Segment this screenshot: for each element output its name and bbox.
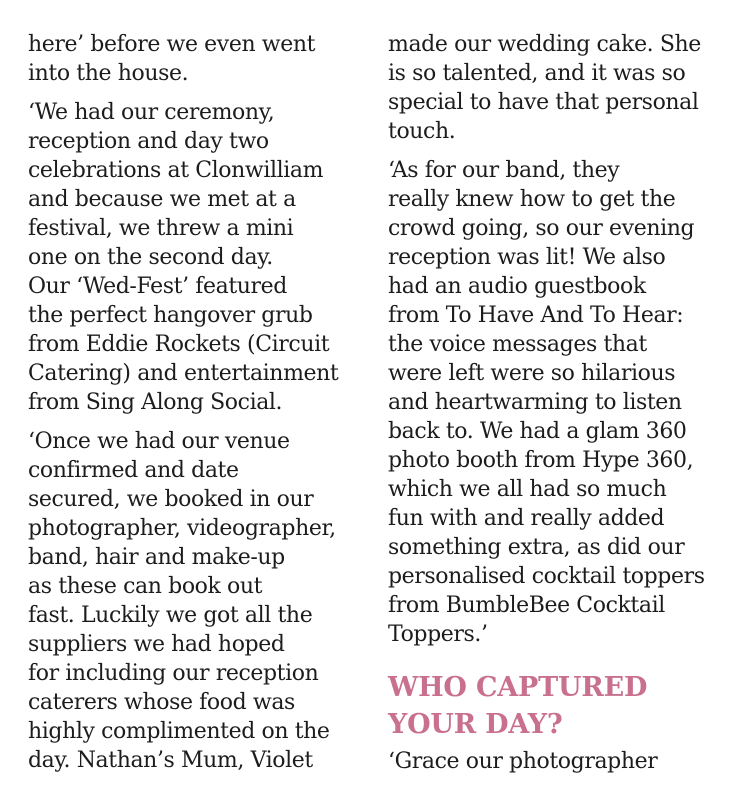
text-line: and heartwarming to listen: [388, 390, 682, 415]
text-line: made our wedding cake. She: [388, 32, 701, 57]
text-line: here’ before we even went: [28, 32, 316, 57]
text-line: reception and day two: [28, 129, 269, 154]
text-line: secured, we booked in our: [28, 487, 314, 512]
text-line: is so talented, and it was so: [388, 61, 686, 86]
heading-line: YOUR DAY?: [388, 709, 563, 740]
text-line: and because we met at a: [28, 187, 296, 212]
text-line: Our ‘Wed-Fest’ featured: [28, 274, 287, 299]
text-line: from To Have And To Hear:: [388, 303, 684, 328]
text-line: fast. Luckily we got all the: [28, 603, 313, 628]
text-line: ‘As for our band, they: [388, 158, 620, 183]
text-line: really knew how to get the: [388, 187, 676, 212]
text-line: reception was lit! We also: [388, 245, 666, 270]
text-line: from Eddie Rockets (Circuit: [28, 332, 330, 357]
text-line: had an audio guestbook: [388, 274, 646, 299]
left-column: [28, 30, 363, 785]
text-line: touch.: [388, 119, 456, 144]
text-line: suppliers we had hoped: [28, 632, 285, 657]
paragraph-venue: [28, 427, 363, 775]
text-line: for including our reception: [28, 661, 319, 686]
text-line: ‘We had our ceremony,: [28, 100, 275, 125]
text-line: as these can book out: [28, 574, 263, 599]
text-line: were left were so hilarious: [388, 361, 676, 386]
text-line: the perfect hangover grub: [28, 303, 313, 328]
text-line: back to. We had a glam 360: [388, 419, 687, 444]
text-line: Catering) and entertainment: [28, 361, 339, 386]
text-line: celebrations at Clonwilliam: [28, 158, 324, 183]
text-line: something extra, as did our: [388, 535, 685, 560]
text-line: which we all had so much: [388, 477, 667, 502]
text-line: crowd going, so our evening: [388, 216, 695, 241]
heading-line: WHO CAPTURED: [388, 672, 648, 703]
text-line: ‘Grace our photographer: [388, 749, 658, 774]
text-line: confirmed and date: [28, 458, 239, 483]
text-line: highly complimented on the: [28, 719, 330, 744]
section-heading: [388, 669, 728, 743]
text-line: from BumbleBee Cocktail: [388, 593, 665, 618]
text-line: one on the second day.: [28, 245, 273, 270]
text-line: the voice messages that: [388, 332, 647, 357]
text-line: festival, we threw a mini: [28, 216, 294, 241]
paragraph-intro-continued: [28, 30, 363, 88]
text-line: day. Nathan’s Mum, Violet: [28, 748, 313, 773]
paragraph-band: [388, 156, 728, 649]
paragraph-ceremony: [28, 98, 363, 417]
text-line: band, hair and make-up: [28, 545, 285, 570]
text-line: caterers whose food was: [28, 690, 295, 715]
paragraph-cake: [388, 30, 728, 146]
text-line: fun with and really added: [388, 506, 665, 531]
text-line: special to have that personal: [388, 90, 699, 115]
text-line: Toppers.’: [388, 622, 488, 647]
right-column: [388, 30, 728, 786]
text-line: photographer, videographer,: [28, 516, 336, 541]
text-line: into the house.: [28, 61, 189, 86]
text-line: ‘Once we had our venue: [28, 429, 290, 454]
text-line: personalised cocktail toppers: [388, 564, 705, 589]
paragraph-photographer: [388, 747, 728, 776]
text-line: from Sing Along Social.: [28, 390, 283, 415]
text-line: photo booth from Hype 360,: [388, 448, 694, 473]
